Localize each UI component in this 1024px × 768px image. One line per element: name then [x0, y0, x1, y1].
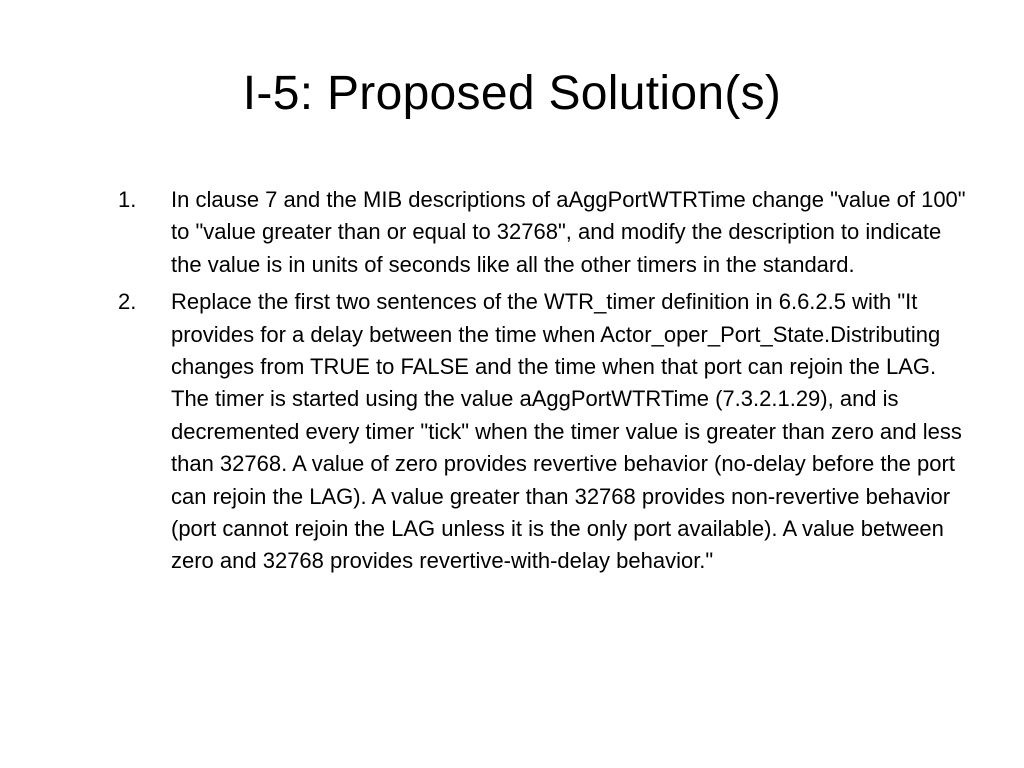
- list-item-text: In clause 7 and the MIB descriptions of aAggPortWTRTime change "value of 100" to "value greater than or equal to 32768", and modify the description to indicate the value is in units of seconds like all the other timers in the standard.: [171, 187, 966, 277]
- slide-title: I-5: Proposed Solution(s): [242, 67, 782, 120]
- list-item-text: Replace the first two sentences of the WTR_timer definition in 6.6.2.5 with "It provides for a delay between the time when Actor_oper_Port_State.Distributing changes from TRUE to FALSE and the time when that port can rejoin the LAG. The timer is started using the value aAggPortWTRTime (7.3.2.1.29), and is decremented every timer "tick" when the timer value is greater than zero and less than 32768. A value of zero provides revertive behavior (no-delay before the port can rejoin the LAG). A value greater than 32768 provides non-revertive behavior (port cannot rejoin the LAG unless it is the only port available). A value between zero and 32768 provides revertive-with-delay behavior.": [171, 289, 962, 574]
- list-item-number: 1.: [118, 187, 137, 212]
- list-item-number: 2.: [118, 289, 137, 315]
- list-item: [118, 286, 968, 578]
- numbered-list: [118, 184, 968, 583]
- list-item: [118, 184, 968, 281]
